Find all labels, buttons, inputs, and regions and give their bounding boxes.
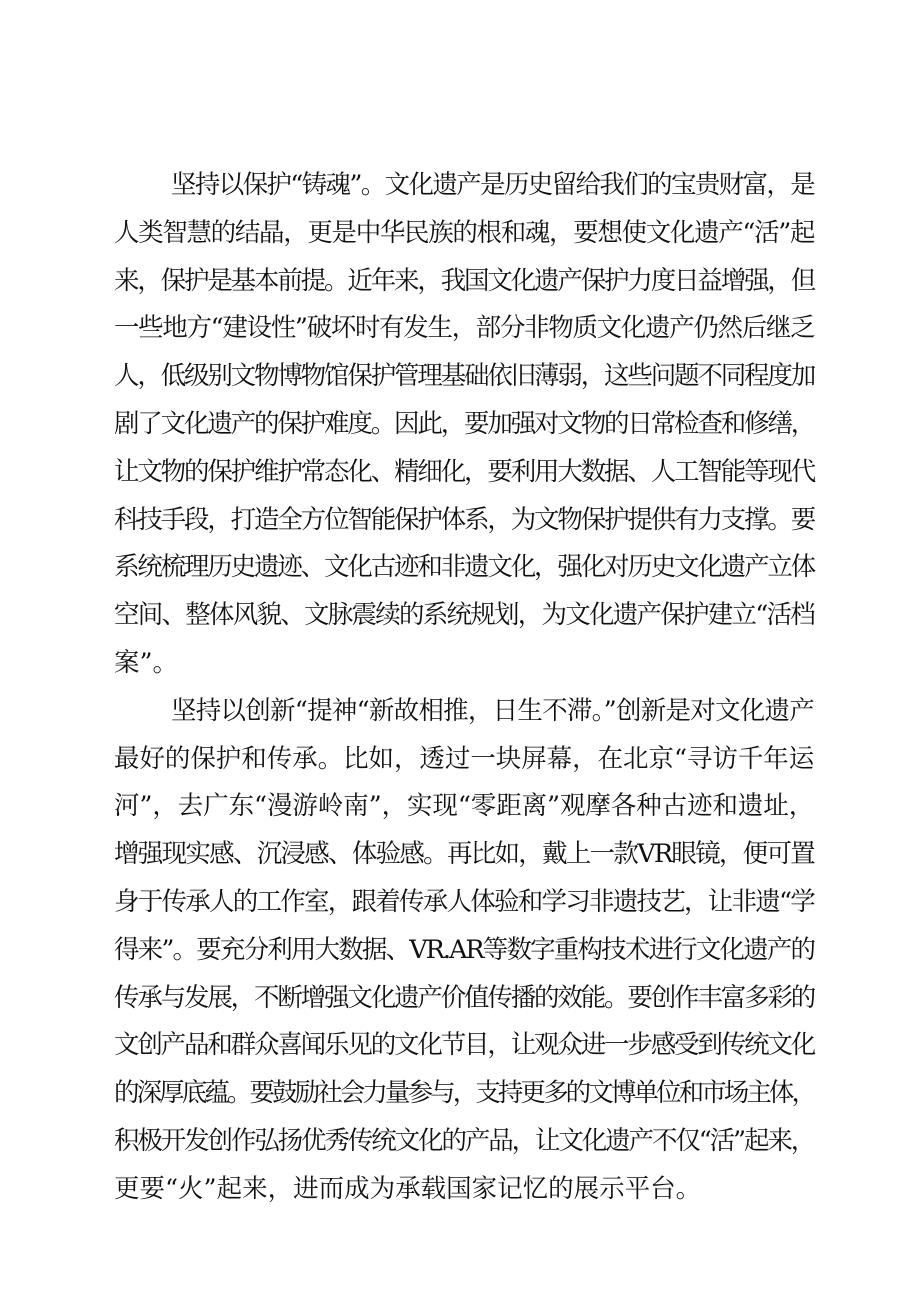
paragraph-line: 文创产品和群众喜闻乐见的文化节目，让观众进一步感受到传统文化 (114, 1030, 814, 1061)
paragraph-line: 一些地方“建设性”破坏时有发生，部分非物质文化遗产仍然后继乏 (114, 313, 814, 344)
paragraph-protection (114, 162, 814, 688)
paragraph-line: 更要“火”起来，进而成为承载国家记忆的展示平台。 (114, 1173, 702, 1204)
paragraph-line: 传承与发展，不断增强文化遗产价值传播的效能。要创作丰富多彩的 (114, 982, 814, 1013)
document-body (114, 162, 814, 1214)
paragraph-line: 剧了文化遗产的保护难度。因此，要加强对文物的日常检查和修缮， (114, 408, 814, 439)
paragraph-line: 坚持以创新“提神“新故相推，日生不滞。”创新是对文化遗产 (171, 695, 814, 726)
paragraph-line: 让文物的保护维护常态化、精细化，要利用大数据、人工智能等现代 (114, 456, 814, 487)
paragraph-line: 最好的保护和传承。比如，透过一块屏幕，在北京“寻访千年运 (114, 743, 814, 774)
paragraph-line: 的深厚底蕴。要鼓励社会力量参与，支持更多的文博单位和市场主体， (114, 1078, 814, 1109)
paragraph-line: 坚持以保护“铸魂”。文化遗产是历史留给我们的宝贵财富，是 (171, 170, 814, 200)
paragraph-line: 来，保护是基本前提。近年来，我国文化遗产保护力度日益增强，但 (114, 265, 814, 296)
paragraph-line: 空间、整体风貌、文脉震续的系统规划，为文化遗产保护建立“活档 (114, 600, 815, 631)
paragraph-line: 系统梳理历史遗迹、文化古迹和非遗文化，强化对历史文化遗产立体 (114, 552, 814, 583)
paragraph-innovation (114, 688, 814, 1214)
paragraph-line: 积极开发创作弘扬优秀传统文化的产品，让文化遗产不仅“活”起来， (114, 1125, 814, 1156)
paragraph-line: 人，低级别文物博物馆保护管理基础依旧薄弱，这些问题不同程度加 (114, 361, 814, 392)
paragraph-line: 增强现实感、沉浸感、体验感。再比如，戴上一款VR眼镜，便可置 (114, 839, 814, 870)
paragraph-line: 案”。 (114, 647, 179, 678)
paragraph-line: 河”，去广东“漫游岭南”，实现“零距离”观摩各种古迹和遗址， (114, 791, 814, 822)
paragraph-line: 得来”。要充分利用大数据、VR.AR等数字重构技术进行文化遗产的 (114, 934, 814, 965)
paragraph-line: 身于传承人的工作室，跟着传承人体验和学习非遗技艺，让非遗“学 (114, 886, 815, 917)
paragraph-line: 人类智慧的结晶，更是中华民族的根和魂，要想使文化遗产“活”起 (114, 217, 814, 248)
paragraph-line: 科技手段，打造全方位智能保护体系，为文物保护提供有力支撑。要 (114, 504, 814, 535)
